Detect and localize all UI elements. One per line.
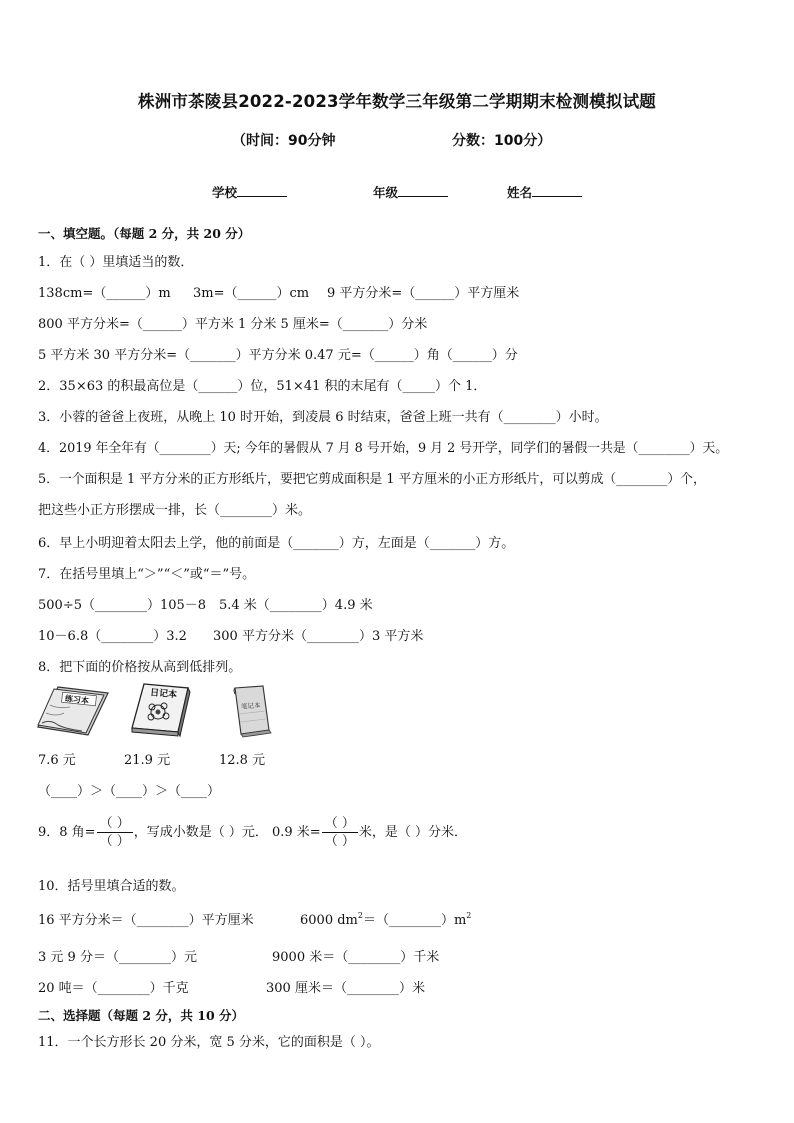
q10-m: ＝（________）m	[362, 913, 467, 928]
q3: 3．小蓉的爸爸上夜班，从晚上 10 时开始，到凌晨 6 时结束，爸爸上班一共有（________）小时。	[38, 410, 608, 425]
q2: 2．35×63 的积最高位是（______）位，51×41 积的末尾有（_____）个 1．	[38, 379, 487, 394]
grade-field	[373, 183, 448, 201]
q10-sup1: 2	[357, 911, 363, 920]
page-title: 株洲市茶陵县2022-2023学年数学三年级第二学期期末检测模拟试题	[138, 92, 656, 111]
q5-line2: 把这些小正方形摆成一排，长（________）米。	[38, 503, 312, 518]
q10-sup2: 2	[466, 911, 472, 920]
grade-label: 年级	[373, 185, 399, 200]
name-blank[interactable]	[532, 184, 582, 197]
section1-heading: 一、填空题。（每题 2 分，共 20 分）	[38, 226, 251, 241]
q7-line2b: 300 平方分米（________）3 平方米	[213, 629, 424, 644]
q1-line2: 800 平方分米=（______）平方米 1 分米 5 厘米=（_______）分米	[38, 317, 428, 332]
school-blank[interactable]	[237, 184, 287, 197]
q10-line3b: 300 厘米＝（________）米	[266, 981, 425, 996]
section2-heading: 二、选择题（每题 2 分，共 10 分）	[38, 1008, 245, 1023]
q11: 11．一个长方形长 20 分米，宽 5 分米，它的面积是（ ）。	[38, 1035, 380, 1050]
q9-part3: 米，是（ ）分米．	[358, 825, 467, 840]
q1-stem: 1．在（ ）里填适当的数．	[38, 255, 194, 270]
q1-line3: 5 平方米 30 平方分米=（_______）平方分米 0.47 元=（______）角（______）分	[38, 348, 518, 363]
q7-line1a: 500÷5（________）105－8	[38, 598, 207, 613]
q1-line1b: 3m=（______）cm	[193, 286, 310, 301]
q9-frac2-den: （ ）	[324, 834, 355, 849]
name-label: 姓名	[507, 185, 533, 200]
exam-score: 分数：100分）	[452, 133, 552, 149]
q4: 4．2019 年全年有（________）天; 今年的暑假从 7 月 8 号开始，9 月 2 号开学，同学们的暑假一共是（________）天。	[38, 441, 729, 456]
q9-fraction1	[97, 815, 133, 850]
school-label: 学校	[212, 185, 238, 200]
q1-line1a: 138cm=（______）m	[38, 286, 171, 301]
q1-line1c: 9 平方分米=（______）平方厘米	[327, 286, 520, 301]
q8-stem: 8．把下面的价格按从高到低排列。	[38, 660, 242, 675]
q9-fraction2	[322, 815, 358, 850]
book2-cover-text: 日记本	[149, 688, 178, 701]
exam-time: （时间：90分钟	[232, 133, 336, 149]
price-exercise-book: 7.6 元	[38, 753, 76, 768]
book3-cover-text: 笔记本	[240, 701, 261, 711]
q5-line1: 5．一个面积是 1 平方分米的正方形纸片，要把它剪成面积是 1 平方厘米的小正方形纸片，可以剪成（________）个，	[38, 472, 706, 487]
diary-book-icon	[128, 682, 194, 738]
q10-line2b: 9000 米＝（________）千米	[272, 950, 440, 965]
price-diary: 21.9 元	[124, 753, 171, 768]
name-field	[507, 183, 582, 201]
q10-line3a: 20 吨＝（________）千克	[38, 981, 189, 996]
q10-line2a: 3 元 9 分＝（________）元	[38, 950, 197, 965]
q7-stem: 7．在括号里填上“＞”“＜”或“＝”号。	[38, 567, 256, 582]
q6: 6．早上小明迎着太阳去上学，他的前面是（_______）方，左面是（_______）方。	[38, 536, 515, 551]
notebook-icon	[229, 684, 273, 738]
q9-frac1-num: （ ）	[97, 815, 133, 833]
q9-frac2-num: （ ）	[322, 815, 358, 833]
q10-stem: 10．括号里填合适的数。	[38, 879, 185, 894]
book1-cover-text: 练习本	[64, 694, 90, 706]
q9-frac1-den: （ ）	[99, 834, 130, 849]
exercise-book-icon	[36, 683, 110, 737]
q10-line1b	[300, 909, 471, 928]
q9	[38, 815, 467, 850]
q9-part2: ，写成小数是（ ）元． 0.9 米=	[133, 825, 321, 840]
price-notebook: 12.8 元	[219, 753, 266, 768]
q7-line2a: 10－6.8（________）3.2	[38, 629, 187, 644]
q10-dm: 6000 dm	[300, 913, 358, 928]
q10-line1a: 16 平方分米＝（________）平方厘米	[38, 913, 254, 928]
q9-part1: 9．8 角=	[38, 825, 96, 840]
q8-order: （____）＞（____）＞（____）	[38, 784, 221, 799]
grade-blank[interactable]	[398, 184, 448, 197]
q7-line1b: 5.4 米（________）4.9 米	[219, 598, 373, 613]
school-field	[212, 183, 287, 201]
